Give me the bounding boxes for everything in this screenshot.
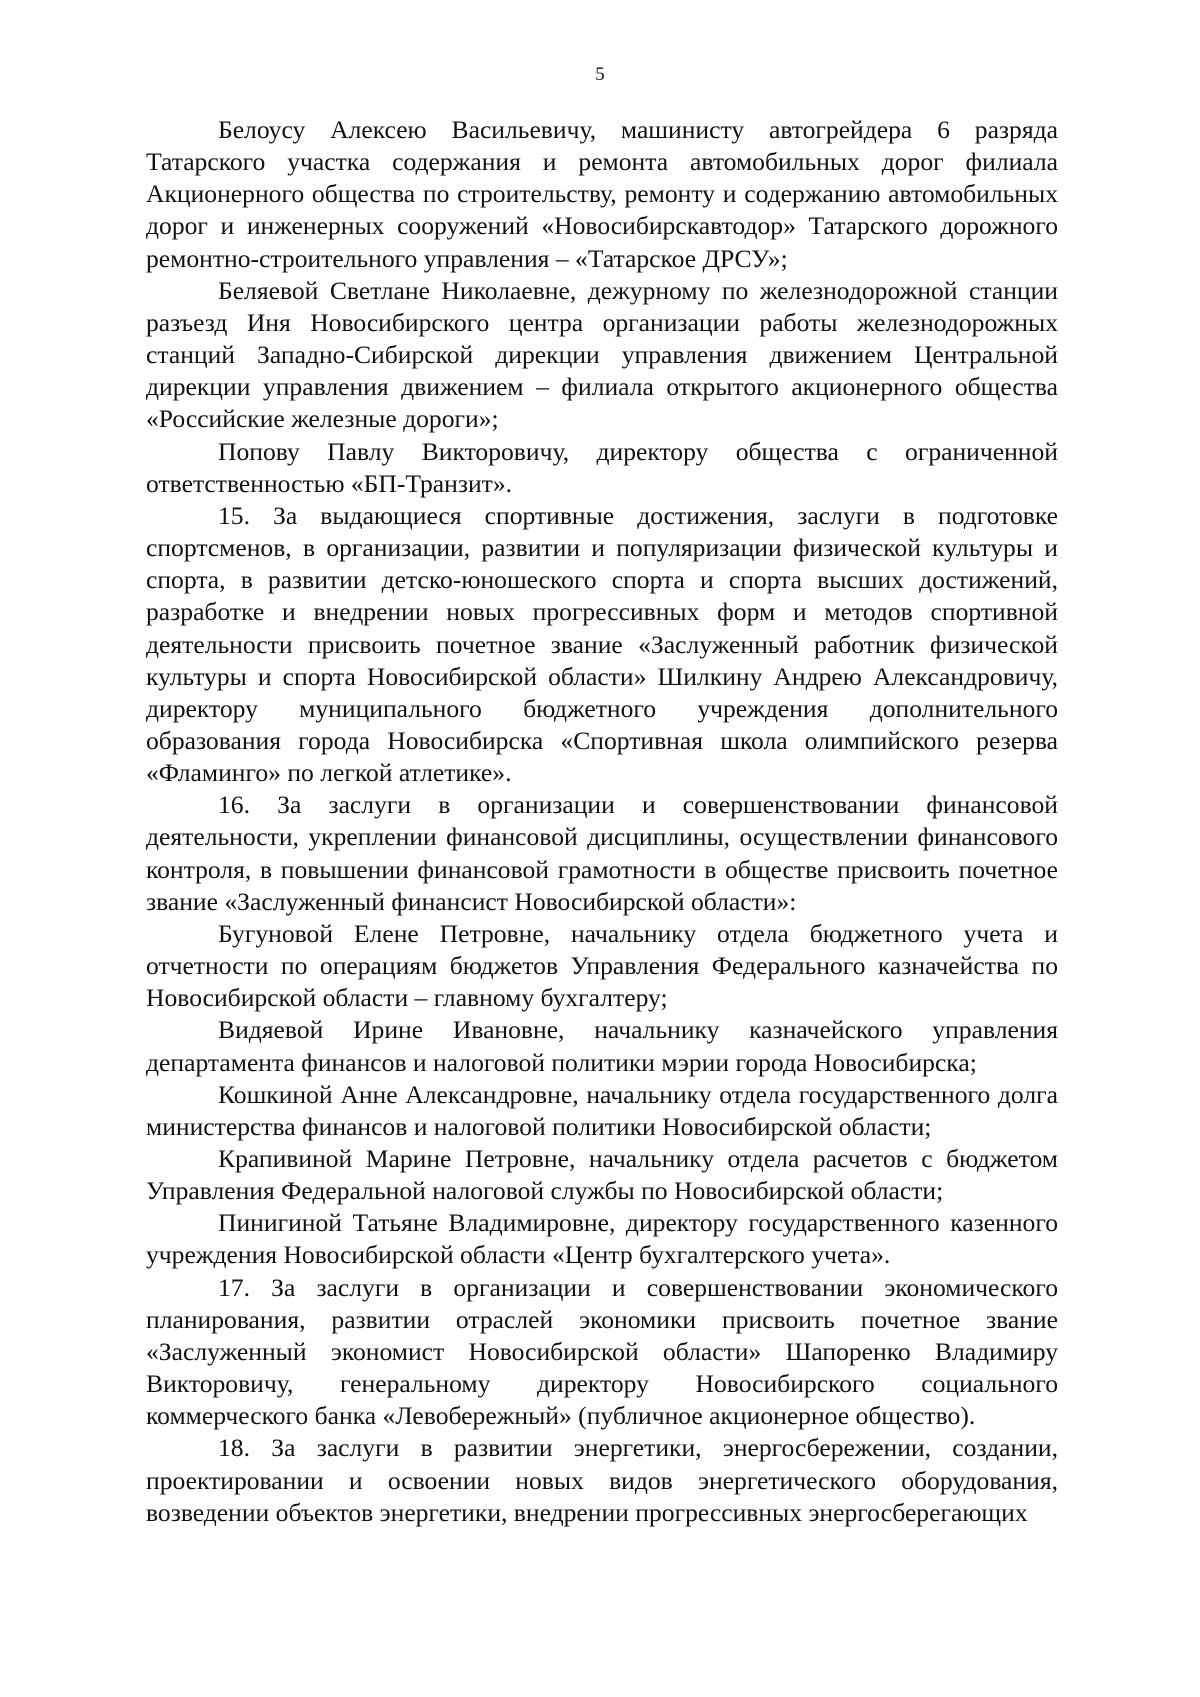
document-body	[146, 114, 1058, 1529]
paragraph-koshkina: Кошкиной Анне Александровне, начальнику отдела государственного долга министерства финансов и налоговой политики Новосибирской области;	[146, 1079, 1058, 1141]
paragraph-vidyaeva: Видяевой Ирине Ивановне, начальнику казначейского управления департамента финансов и налоговой политики мэрии города Новосибирска;	[146, 1015, 1058, 1077]
paragraph-pinigina: Пинигиной Татьяне Владимировне, директору государственного казенного учреждения Новосибирской области «Центр бухгалтерского учета».	[146, 1208, 1058, 1270]
paragraph-popov: Попову Павлу Викторовичу, директору общества с ограниченной ответственностью «БП-Транзит».	[146, 436, 1058, 498]
paragraph-krapivina: Крапивиной Марине Петровне, начальнику отдела расчетов с бюджетом Управления Федеральной налоговой службы по Новосибирской области;	[146, 1144, 1058, 1206]
paragraph-bugunova: Бугуновой Елене Петровне, начальнику отдела бюджетного учета и отчетности по операциям бюджетов Управления Федерального казначейства по Новосибирской области – главному бухгалтеру;	[146, 918, 1058, 1013]
paragraph-belyaeva: Беляевой Светлане Николаевне, дежурному по железнодорожной станции разъезд Иня Новосибирского центра организации работы железнодорожных станций Западно-Сибирской дирекции управления движением Центральной дирекции управления движением – филиала открытого акционерного общества «Российские железные дороги»;	[146, 275, 1058, 434]
paragraph-item-17: 17. За заслуги в организации и совершенствовании экономического планирования, развитии отраслей экономики присвоить почетное звание «Заслуженный экономист Новосибирской области» Шапоренко Владимиру Викторовичу, генеральному директору Новосибирского социального коммерческого банка «Левобережный» (публичное акционерное общество).	[146, 1272, 1058, 1431]
paragraph-belousov: Белоусу Алексею Васильевичу, машинисту автогрейдера 6 разряда Татарского участка содержания и ремонта автомобильных дорог филиала Акционерного общества по строительству, ремонту и содержанию автомобильных дорог и инженерных сооружений «Новосибирскавтодор» Татарского дорожного ремонтно-строительного управления – «Татарское ДРСУ»;	[146, 115, 1058, 273]
page-number: 5	[595, 64, 605, 85]
paragraph-item-15: 15. За выдающиеся спортивные достижения, заслуги в подготовке спортсменов, в организации, развитии и популяризации физической культуры и спорта, в развитии детско-юношеского спорта и спорта высших достижений, разработке и внедрении новых прогрессивных форм и методов спортивной деятельности присвоить почетное звание «Заслуженный работник физической культуры и спорта Новосибирской области» Шилкину Андрею Александровичу, директору муниципального бюджетного учреждения дополнительного образования города Новосибирска «Спортивная школа олимпийского резерва «Фламинго» по легкой атлетике».	[146, 500, 1058, 788]
paragraph-item-18: 18. За заслуги в развитии энергетики, энергосбережении, создании, проектировании и освоении новых видов энергетического оборудования, возведении объектов энергетики, внедрении прогрессивных энергосберегающих	[146, 1433, 1058, 1527]
paragraph-item-16: 16. За заслуги в организации и совершенствовании финансовой деятельности, укреплении финансовой дисциплины, осуществлении финансового контроля, в повышении финансовой грамотности в обществе присвоить почетное звание «Заслуженный финансист Новосибирской области»:	[146, 790, 1058, 916]
